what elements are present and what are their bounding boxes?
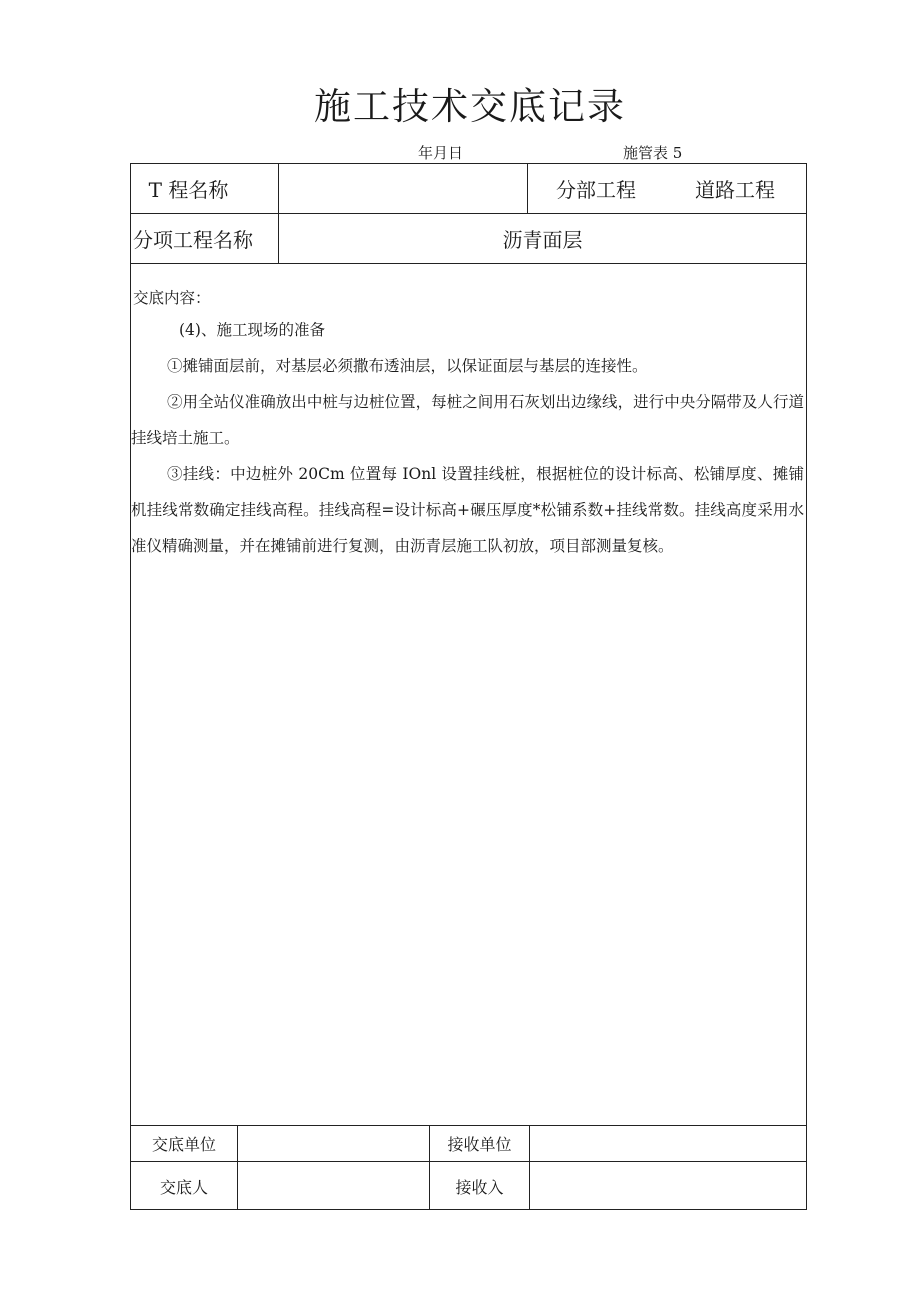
handover-unit-label: 交底单位	[151, 1135, 216, 1154]
receiving-unit-value[interactable]	[530, 1126, 806, 1161]
division-label: 分部工程	[556, 178, 636, 202]
receiver-label: 接收入	[455, 1177, 504, 1197]
column-divider	[527, 164, 528, 213]
content-paragraph: ①摊铺面层前，对基层必须撒布透油层，以保证面层与基层的连接性。	[167, 357, 648, 375]
subitem-name-label: 分项工程名称	[133, 228, 253, 252]
project-name-value[interactable]	[279, 164, 527, 213]
handover-person-label: 交底人	[159, 1177, 208, 1197]
receiver-value[interactable]	[530, 1162, 806, 1210]
handover-unit-value[interactable]	[238, 1126, 429, 1161]
handover-content	[131, 264, 806, 1126]
receiving-unit-label: 接收单位	[447, 1135, 512, 1154]
record-form	[130, 163, 807, 1210]
content-paragraph: ②用全站仪准确放出中桩与边桩位置，每桩之间用石灰划出边缘线，进行中央分隔带及人行道挂线培土施工。	[131, 393, 804, 447]
handover-person-value[interactable]	[238, 1162, 429, 1210]
project-name-label: T 程名称	[148, 178, 229, 202]
form-number: 施管表 5	[623, 144, 683, 162]
content-heading: (4)、施工现场的准备	[179, 321, 325, 339]
division-value[interactable]: 道路工程	[695, 178, 775, 202]
date-label: 年月日	[418, 144, 464, 162]
content-paragraph: ③挂线：中边桩外 20Cm 位置每 IOnl 设置挂线桩，根据桩位的设计标高、松铺厚度、摊铺机挂线常数确定挂线高程。挂线高程=设计标高+碾压厚度*松铺系数+挂线常数。挂线高度采用水准仪精确测量，并在摊铺前进行复测，由沥青层施工队初放，项目部测量复核。	[131, 465, 804, 555]
subitem-name-value[interactable]: 沥青面层	[502, 228, 583, 252]
content-label: 交底内容：	[133, 289, 211, 307]
document-title: 施工技术交底记录	[314, 85, 626, 128]
